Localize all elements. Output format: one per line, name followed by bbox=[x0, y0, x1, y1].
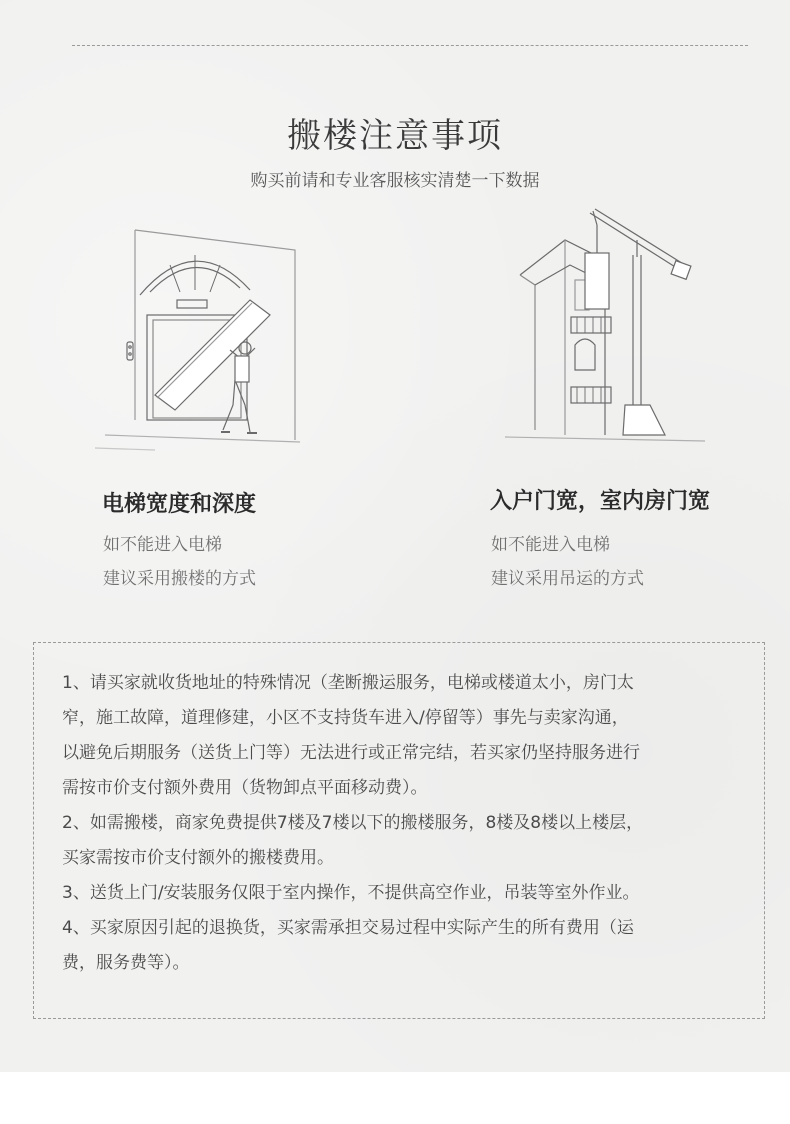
page-subtitle: 购买前请和专业客服核实清楚一下数据 bbox=[250, 171, 540, 191]
notice-line: 窄，施工故障，道理修建，小区不支持货车进入/停留等）事先与卖家沟通， bbox=[62, 708, 629, 728]
door-width-heading: 入户门宽，室内房门宽 bbox=[490, 489, 711, 514]
notice-line: 1、请买家就收货地址的特殊情况（垄断搬运服务，电梯或楼道太小，房门太 bbox=[62, 673, 634, 693]
notice-line: 2、如需搬楼，商家免费提供7楼及7楼以下的搬楼服务，8楼及8楼以上楼层， bbox=[62, 813, 644, 833]
notice-line: 费，服务费等）。 bbox=[62, 953, 190, 973]
building-crane-hoisting-illustration bbox=[505, 205, 705, 445]
top-divider bbox=[72, 45, 748, 46]
notice-box bbox=[33, 642, 765, 1019]
elevator-size-heading: 电梯宽度和深度 bbox=[102, 492, 257, 517]
elevator-tip-line: 如不能进入电梯 bbox=[103, 535, 222, 555]
elevator-carrying-board-illustration bbox=[95, 220, 305, 455]
notice-line: 以避免后期服务（送货上门等）无法进行或正常完结，若买家仍坚持服务进行 bbox=[62, 743, 640, 763]
door-tip-line: 建议采用吊运的方式 bbox=[491, 569, 644, 589]
notice-line: 买家需按市价支付额外的搬楼费用。 bbox=[62, 848, 334, 868]
notice-line: 3、送货上门/安装服务仅限于室内操作，不提供高空作业，吊装等室外作业。 bbox=[62, 883, 640, 903]
notice-line: 需按市价支付额外费用（货物卸点平面移动费）。 bbox=[62, 778, 428, 798]
notice-line: 4、买家原因引起的退换货，买家需承担交易过程中实际产生的所有费用（运 bbox=[62, 918, 634, 938]
page-title: 搬楼注意事项 bbox=[287, 116, 503, 156]
door-tip-line: 如不能进入电梯 bbox=[491, 535, 610, 555]
elevator-tip-line: 建议采用搬楼的方式 bbox=[103, 569, 256, 589]
